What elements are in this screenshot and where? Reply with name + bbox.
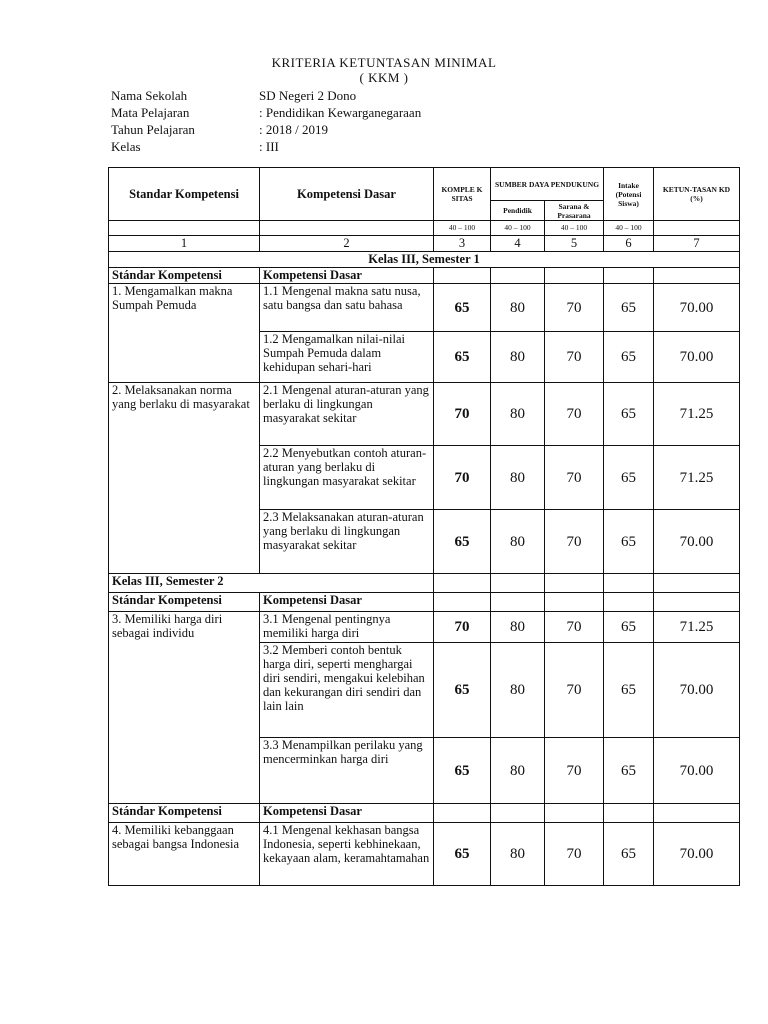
empty-cell bbox=[491, 574, 545, 593]
kompleksitas-value: 70 bbox=[434, 446, 491, 510]
header-ketuntasan: KETUN-TASAN KD (%) bbox=[654, 168, 740, 221]
intake-value: 65 bbox=[604, 332, 654, 383]
range-cell-empty bbox=[109, 221, 260, 236]
ketuntasan-value: 71.25 bbox=[654, 446, 740, 510]
pendidik-value: 80 bbox=[491, 510, 545, 574]
sarana-value: 70 bbox=[545, 332, 604, 383]
table-row bbox=[109, 823, 740, 886]
intake-value: 65 bbox=[604, 284, 654, 332]
pendidik-value: 80 bbox=[491, 643, 545, 738]
info-value: : 2018 / 2019 bbox=[259, 122, 328, 137]
kd-cell: 3.2 Memberi contoh bentuk harga diri, seperti menghargai diri sendiri, mengakui kelebihan dan kekurangan diri sendiri dan lain lain bbox=[260, 643, 434, 738]
empty-cell bbox=[604, 268, 654, 284]
info-value: : Pendidikan Kewarganegaraan bbox=[259, 105, 422, 120]
sk-cell: 3. Memiliki harga diri sebagai individu bbox=[109, 612, 260, 804]
sub-header-sk: Stándar Kompetensi bbox=[109, 593, 260, 612]
kompleksitas-value: 70 bbox=[434, 612, 491, 643]
intake-value: 65 bbox=[604, 612, 654, 643]
column-number-row bbox=[109, 236, 740, 252]
kd-cell bbox=[260, 332, 434, 383]
table-row bbox=[109, 612, 740, 643]
empty-cell bbox=[545, 593, 604, 612]
sub-header-kd: Kompetensi Dasar bbox=[260, 593, 434, 612]
info-row-class bbox=[111, 138, 421, 155]
sub-header-row bbox=[109, 804, 740, 823]
info-label: Kelas bbox=[111, 139, 141, 154]
empty-cell bbox=[604, 574, 654, 593]
document-title: KRITERIA KETUNTASAN MINIMAL bbox=[271, 55, 497, 70]
semester-2-row bbox=[109, 574, 740, 593]
ketuntasan-value: 71.25 bbox=[654, 383, 740, 446]
intake-value: 65 bbox=[604, 643, 654, 738]
ketuntasan-value: 70.00 bbox=[654, 738, 740, 804]
pendidik-value: 80 bbox=[491, 284, 545, 332]
empty-cell bbox=[654, 268, 740, 284]
empty-cell bbox=[545, 804, 604, 823]
ketuntasan-value: 70.00 bbox=[654, 332, 740, 383]
empty-cell bbox=[491, 593, 545, 612]
intake-value: 65 bbox=[604, 510, 654, 574]
semester-2-title: Kelas III, Semester 2 bbox=[109, 574, 434, 593]
sarana-value: 70 bbox=[545, 823, 604, 886]
ketuntasan-value: 70.00 bbox=[654, 284, 740, 332]
pendidik-value: 80 bbox=[491, 738, 545, 804]
empty-cell bbox=[491, 804, 545, 823]
info-label: Nama Sekolah bbox=[111, 88, 188, 103]
empty-cell bbox=[545, 268, 604, 284]
kkm-table bbox=[108, 167, 740, 886]
kd-cell: 2.3 Melaksanakan aturan-aturan yang berlaku di lingkungan masyarakat sekitar bbox=[260, 510, 434, 574]
kd-cell: 1.1 Mengenal makna satu nusa, satu bangsa dan satu bahasa bbox=[260, 284, 434, 332]
sarana-value: 70 bbox=[545, 738, 604, 804]
pendidik-value: 80 bbox=[491, 383, 545, 446]
intake-value: 65 bbox=[604, 383, 654, 446]
sub-header-kd: Kompetensi Dasar bbox=[260, 804, 434, 823]
empty-cell bbox=[604, 593, 654, 612]
sk-cell: 1. Mengamalkan makna Sumpah Pemuda bbox=[109, 284, 260, 383]
pendidik-value: 80 bbox=[491, 332, 545, 383]
kompleksitas-value: 65 bbox=[434, 332, 491, 383]
empty-cell bbox=[491, 268, 545, 284]
kd-text: 1.2 Mengamalkan nilai-nilai Sumpah Pemuda dalam kehidupan sehari-hari bbox=[263, 332, 405, 374]
col-number: 4 bbox=[491, 236, 545, 252]
col-number: 5 bbox=[545, 236, 604, 252]
empty-cell bbox=[434, 804, 491, 823]
range-cell: 40 – 100 bbox=[434, 221, 491, 236]
col-number: 7 bbox=[654, 236, 740, 252]
sub-header-row bbox=[109, 268, 740, 284]
empty-cell bbox=[434, 593, 491, 612]
sub-header-sk: Stándar Kompetensi bbox=[109, 268, 260, 284]
sarana-value: 70 bbox=[545, 446, 604, 510]
info-value: SD Negeri 2 Dono bbox=[259, 88, 357, 103]
pendidik-value: 80 bbox=[491, 446, 545, 510]
col-number: 2 bbox=[260, 236, 434, 252]
col-number: 6 bbox=[604, 236, 654, 252]
kompleksitas-value: 65 bbox=[434, 823, 491, 886]
empty-cell bbox=[654, 593, 740, 612]
range-cell: 40 – 100 bbox=[491, 221, 545, 236]
empty-cell bbox=[434, 268, 491, 284]
sarana-value: 70 bbox=[545, 284, 604, 332]
info-value: : III bbox=[259, 139, 279, 154]
empty-cell bbox=[604, 804, 654, 823]
sub-header-sk: Stándar Kompetensi bbox=[109, 804, 260, 823]
info-row-school bbox=[111, 87, 421, 104]
sarana-value: 70 bbox=[545, 643, 604, 738]
sarana-value: 70 bbox=[545, 510, 604, 574]
kompleksitas-value: 65 bbox=[434, 284, 491, 332]
info-label: Tahun Pelajaran bbox=[111, 122, 195, 137]
header-kompleksitas: KOMPLE K SITAS bbox=[434, 168, 491, 221]
header-pendidik: Pendidik bbox=[491, 201, 545, 221]
kd-cell: 3.1 Mengenal pentingnya memiliki harga diri bbox=[260, 612, 434, 643]
intake-value: 65 bbox=[604, 738, 654, 804]
kompleksitas-value: 65 bbox=[434, 643, 491, 738]
table-row bbox=[109, 284, 740, 332]
empty-cell bbox=[545, 574, 604, 593]
sarana-value: 70 bbox=[545, 383, 604, 446]
semester-1-title: Kelas III, Semester 1 bbox=[109, 252, 740, 268]
header-kd: Kompetensi Dasar bbox=[260, 168, 434, 221]
header-intake: Intake (Potensi Siswa) bbox=[604, 168, 654, 221]
ketuntasan-value: 70.00 bbox=[654, 510, 740, 574]
empty-cell bbox=[654, 574, 740, 593]
ketuntasan-value: 71.25 bbox=[654, 612, 740, 643]
kd-cell: 3.3 Menampilkan perilaku yang mencerminkan harga diri bbox=[260, 738, 434, 804]
empty-cell bbox=[434, 574, 491, 593]
kd-cell: 2.2 Menyebutkan contoh aturan-aturan yang berlaku di lingkungan masyarakat sekitar bbox=[260, 446, 434, 510]
document-subtitle: ( KKM ) bbox=[359, 70, 409, 85]
info-label: Mata Pelajaran bbox=[111, 105, 190, 120]
kompleksitas-value: 70 bbox=[434, 383, 491, 446]
pendidik-value: 80 bbox=[491, 612, 545, 643]
col-number: 3 bbox=[434, 236, 491, 252]
empty-cell bbox=[654, 804, 740, 823]
info-row-year bbox=[111, 121, 421, 138]
info-row-subject bbox=[111, 104, 421, 121]
kd-cell: 2.1 Mengenal aturan-aturan yang berlaku di lingkungan masyarakat sekitar bbox=[260, 383, 434, 446]
pendidik-value: 80 bbox=[491, 823, 545, 886]
header-sumber-daya: SUMBER DAYA PENDUKUNG bbox=[491, 168, 604, 201]
sub-header-kd: Kompetensi Dasar bbox=[260, 268, 434, 284]
intake-value: 65 bbox=[604, 823, 654, 886]
ketuntasan-value: 70.00 bbox=[654, 643, 740, 738]
kd-cell: 4.1 Mengenal kekhasan bangsa Indonesia, seperti kebhinekaan, kekayaan alam, keramahtamahan bbox=[260, 823, 434, 886]
header-row bbox=[109, 168, 740, 201]
intake-value: 65 bbox=[604, 446, 654, 510]
header-sarana: Sarana & Prasarana bbox=[545, 201, 604, 221]
kompleksitas-value: 65 bbox=[434, 738, 491, 804]
sub-header-row bbox=[109, 593, 740, 612]
kompleksitas-value: 65 bbox=[434, 510, 491, 574]
range-row bbox=[109, 221, 740, 236]
semester-1-row bbox=[109, 252, 740, 268]
range-cell-empty bbox=[654, 221, 740, 236]
col-number: 1 bbox=[109, 236, 260, 252]
ketuntasan-value: 70.00 bbox=[654, 823, 740, 886]
sarana-value: 70 bbox=[545, 612, 604, 643]
sk-cell: 4. Memiliki kebanggaan sebagai bangsa Indonesia bbox=[109, 823, 260, 886]
table-row bbox=[109, 383, 740, 446]
range-cell-empty bbox=[260, 221, 434, 236]
range-cell: 40 – 100 bbox=[604, 221, 654, 236]
sk-cell: 2. Melaksanakan norma yang berlaku di masyarakat bbox=[109, 383, 260, 574]
header-sk: Standar Kompetensi bbox=[109, 168, 260, 221]
info-block bbox=[111, 87, 421, 155]
range-cell: 40 – 100 bbox=[545, 221, 604, 236]
